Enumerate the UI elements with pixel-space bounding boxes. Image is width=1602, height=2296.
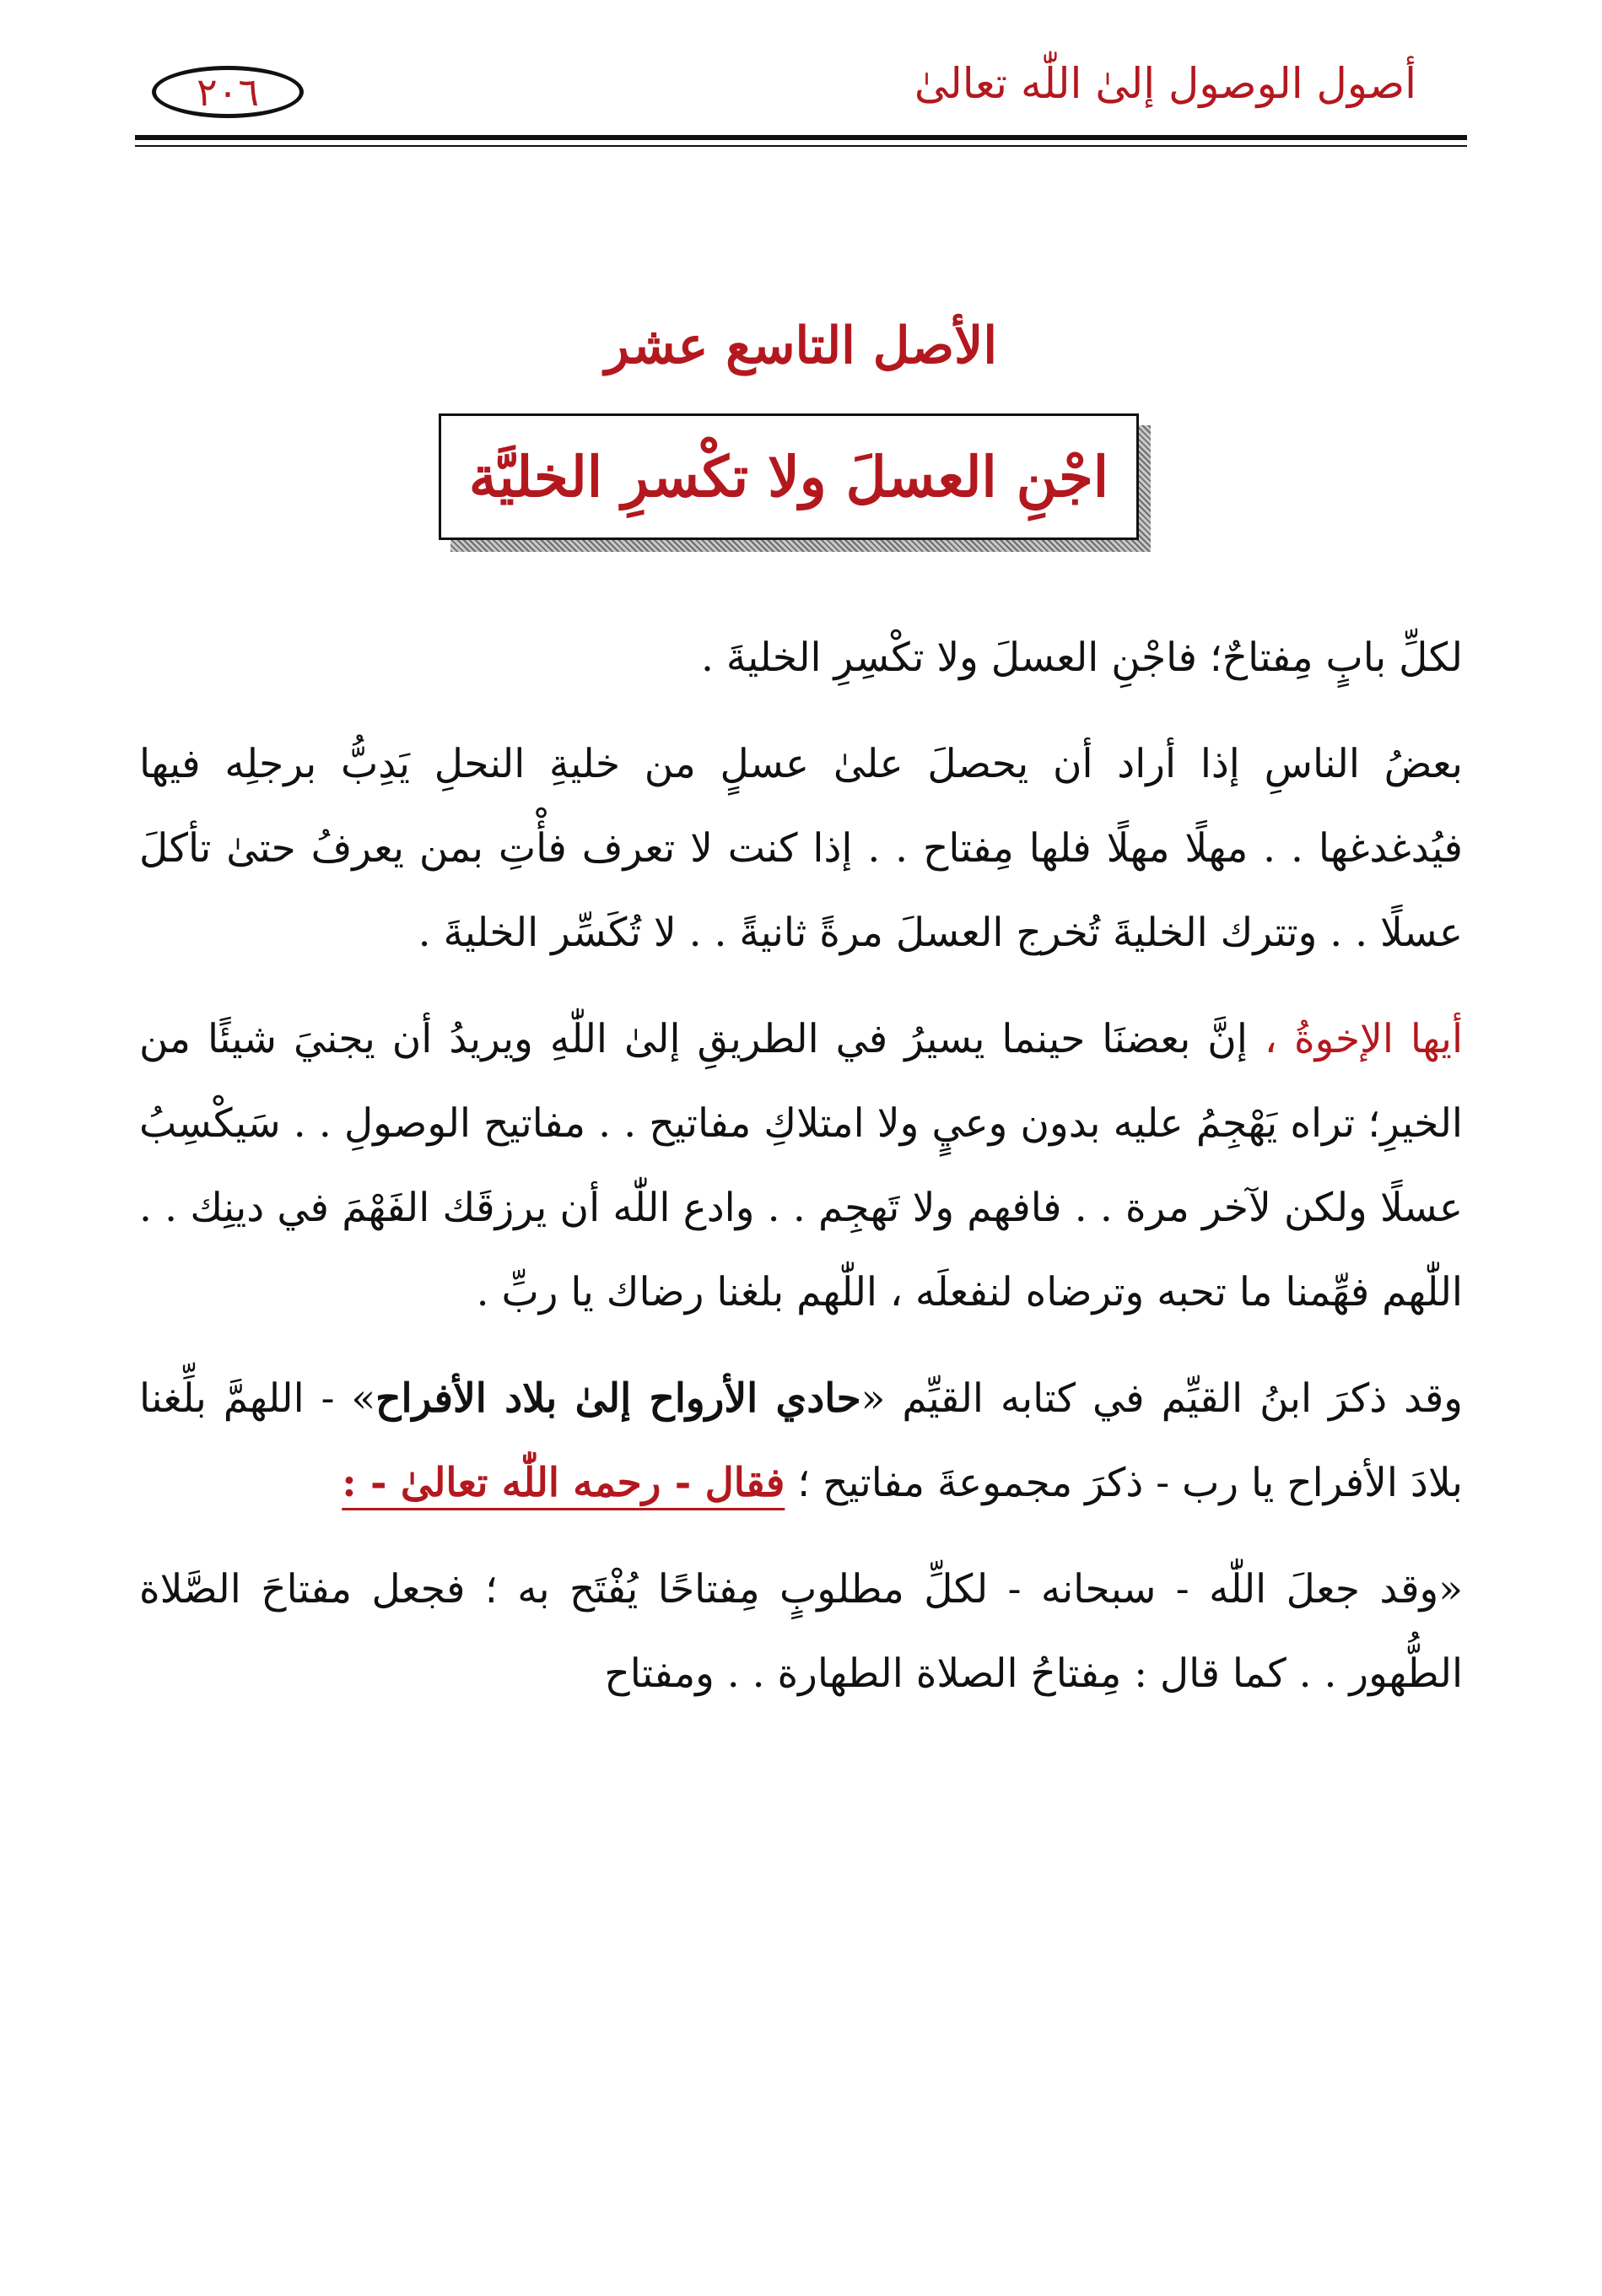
quote-lead: فقال - رحمه اللّٰه تعالىٰ - : <box>342 1460 785 1506</box>
chapter-title: اجْنِ العسلَ ولا تكْسرِ الخليَّة <box>439 413 1139 540</box>
chapter-label: الأصل التاسع عشر <box>604 316 998 375</box>
paragraph-5: «وقد جعلَ اللّٰه - سبحانه - لكلِّ مطلوبٍ مِفتاحًا يُفْتَح به ؛ فجعل مفتاحَ الصَّلاة الطُّهور . . كما قال : مِفتاحُ الصلاة الطهارة . . ومفتاح <box>139 1566 1463 1697</box>
paragraph-3-body: إنَّ بعضنَا حينما يسيرُ في الطريقِ إلىٰ اللّٰهِ ويريدُ أن يجنيَ شيئًا من الخيرِ؛ تراه يَهْجِمُ عليه بدون وعيٍ ولا امتلاكِ مفاتيح . . مفاتيح الوصولِ . . سَيكْسِبُ عسلًا ولكن لآخر مرة . . فافهم ولا تَهجِم . . وادع اللّٰه أن يرزقَك الفَهْمَ في دينِك . . اللّٰهم فهِّمنا ما تحبه وترضاه لنفعلَه ، اللّٰهم بلغنا رضاك يا ربِّ . <box>139 1016 1463 1315</box>
body-text <box>139 616 1463 1738</box>
header-rule <box>135 135 1467 140</box>
header-rule-thin <box>135 145 1467 147</box>
running-header <box>135 51 1467 135</box>
paragraph-3 <box>139 997 1463 1335</box>
paragraph-2: بعضُ الناسِ إذا أراد أن يحصلَ علىٰ عسلٍ من خليةِ النحلِ يَدِبُّ برجلِه فيها فيُدغدغها . . مهلًا مهلًا فلها مِفتاح . . إذا كنت لا تعرف فأْتِ بمن يعرفُ حتىٰ تأكلَ عسلًا . . وتترك الخليةَ تُخرج العسلَ مرةً ثانيةً . . لا تُكَسِّر الخليةَ . <box>139 741 1463 956</box>
running-title: أصول الوصول إلىٰ اللّٰه تعالىٰ <box>914 59 1416 108</box>
paragraph-3-lead: أيها الإخوةُ ، <box>1264 1016 1463 1062</box>
paragraph-4-before: وقد ذكرَ ابنُ القيِّم في كتابه القيِّم « <box>860 1375 1464 1422</box>
book-title: حادي الأرواح إلىٰ بلاد الأفراح <box>375 1375 861 1422</box>
chapter-title-frame <box>439 413 1139 540</box>
paragraph-4-after: » - اللهمَّ بلِّغنا بلادَ الأفراح يا رب - ذكرَ مجموعةَ مفاتيح ؛ <box>139 1375 1463 1506</box>
paragraph-1: لكلِّ بابٍ مِفتاحٌ؛ فاجْنِ العسلَ ولا تكْسِرِ الخليةَ . <box>701 635 1463 681</box>
paragraph-4 <box>139 1357 1463 1526</box>
page-number: ٢٠٦ <box>152 66 304 118</box>
